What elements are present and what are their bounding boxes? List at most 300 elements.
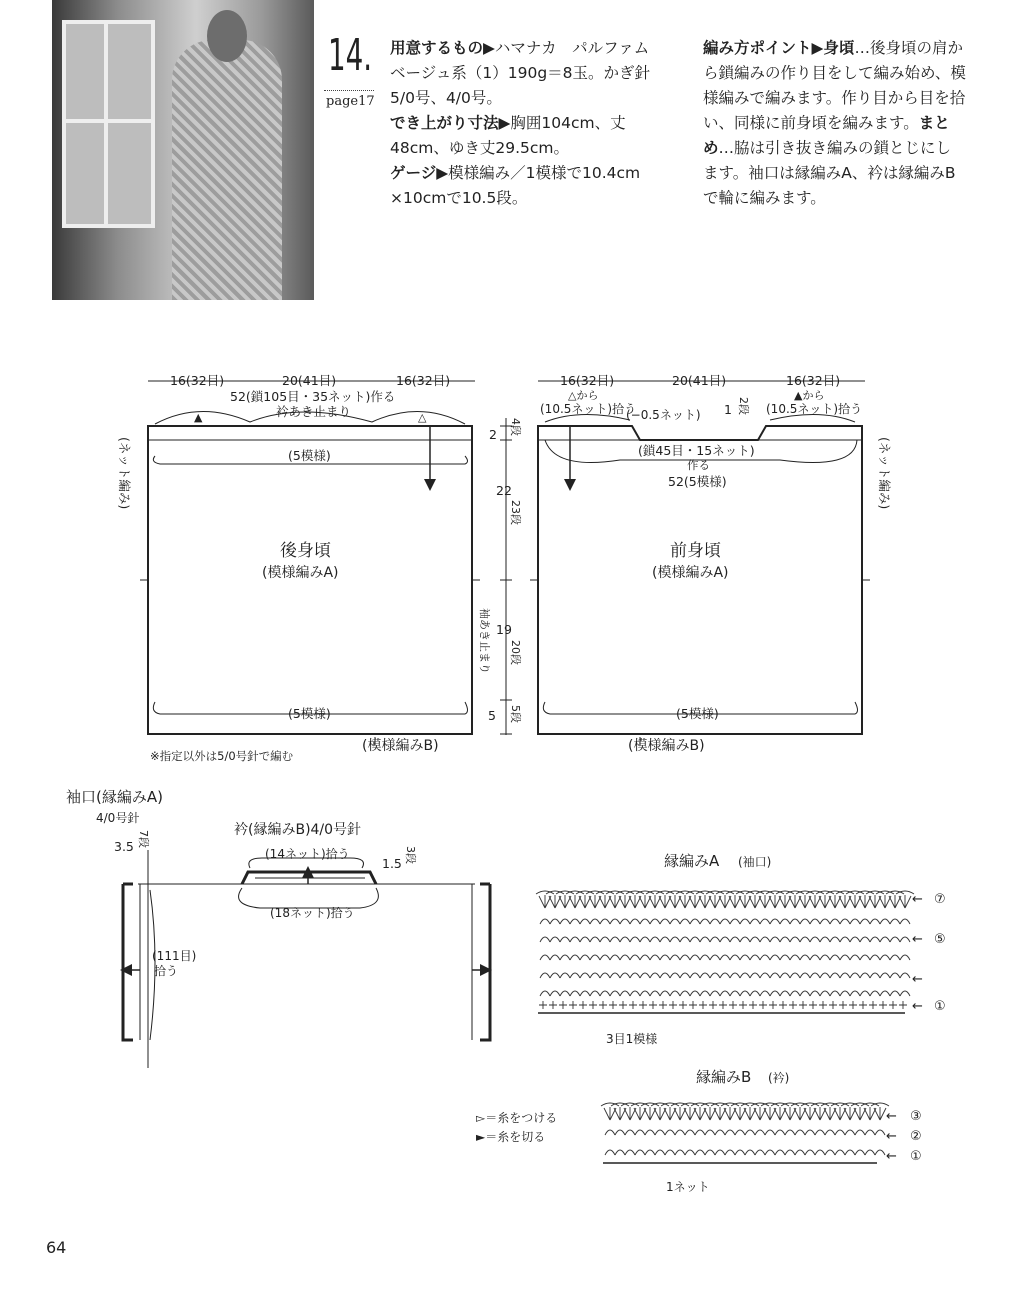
front-minus: (−0.5ネット) [626, 408, 701, 422]
single-crochet [799, 1001, 807, 1009]
chain-arch [645, 1150, 655, 1155]
single-crochet [609, 1001, 617, 1009]
chain-arch [630, 937, 640, 942]
chain-arch [720, 991, 730, 996]
front-pick-right: (10.5ネット)拾う [766, 402, 863, 416]
chain-arch [660, 937, 670, 942]
chain-arch [775, 1130, 785, 1135]
single-crochet [539, 1001, 547, 1009]
chain-arch [860, 937, 870, 942]
chain-arch [620, 973, 630, 978]
chain-arch [825, 1150, 835, 1155]
chain-arch [540, 991, 550, 996]
collar-rows: 3段 [404, 846, 417, 864]
edge-a-row1-arrow: ← [912, 999, 923, 1014]
chain-arch [700, 937, 710, 942]
back-width-left: 16(32目) [170, 373, 225, 388]
chain-arch [760, 991, 770, 996]
single-crochet [839, 1001, 847, 1009]
chain-arch [660, 919, 670, 924]
chain-arch [740, 919, 750, 924]
chain-arch [830, 973, 840, 978]
chain-arch [740, 991, 750, 996]
chain-arch [820, 973, 830, 978]
chain-arch [740, 937, 750, 942]
chain-arch [800, 919, 810, 924]
chain-arch [795, 1130, 805, 1135]
edge-b-row1-arrow: ← [886, 1149, 897, 1164]
chain-arch [900, 991, 910, 996]
chain-arch [780, 955, 790, 960]
size-line2: 48cm、ゆき丈29.5cm。 [390, 139, 569, 157]
gauge-label: ゲージ▶ [390, 164, 449, 182]
chain-arch [560, 919, 570, 924]
points-line5: …脇は引き抜き編みの鎖とじにし [718, 139, 952, 157]
single-crochet [659, 1001, 667, 1009]
chain-arch [860, 919, 870, 924]
chain-arch [795, 1150, 805, 1155]
chain-arch [680, 937, 690, 942]
chain-arch [755, 1130, 765, 1135]
chain-arch [590, 919, 600, 924]
armhole-stop: 袖あき止まり [478, 608, 491, 674]
chain-arch [820, 955, 830, 960]
finish-label: まと [918, 114, 950, 132]
chain-arch [785, 1150, 795, 1155]
single-crochet [679, 1001, 687, 1009]
chain-arch [710, 973, 720, 978]
chain-arch [850, 937, 860, 942]
chain-arch [730, 973, 740, 978]
main-rows: 23段 [509, 500, 522, 525]
cuff-rows: 7段 [137, 830, 150, 848]
edge-b-row2-arrow: ← [886, 1129, 897, 1144]
chain-arch [825, 1130, 835, 1135]
collar-top-pick: (14ネット)拾う [265, 847, 350, 861]
chain-arch [770, 937, 780, 942]
edge-a-row5-arrow: ← [912, 932, 923, 947]
back-tri-filled: ▲ [194, 411, 203, 424]
chain-arch [735, 1150, 745, 1155]
chain-arch [890, 955, 900, 960]
chain-arch [540, 919, 550, 924]
single-crochet [869, 1001, 877, 1009]
single-crochet [559, 1001, 567, 1009]
lower-num: 19 [496, 622, 512, 637]
single-crochet [649, 1001, 657, 1009]
front-pick-left: (10.5ネット)拾う [540, 402, 637, 416]
chain-arch [755, 1150, 765, 1155]
single-crochet [709, 1001, 717, 1009]
chain-arch [615, 1130, 625, 1135]
edge-a-row1: ① [934, 999, 946, 1014]
chain-arch [710, 991, 720, 996]
chain-arch [600, 991, 610, 996]
chain-arch [850, 955, 860, 960]
chain-arch [750, 955, 760, 960]
back-title: 後身頃 [280, 541, 331, 561]
edge-a-title: 縁編みA [664, 852, 720, 870]
body-label: 身頃 [823, 39, 855, 57]
cuff-stitches: (111目) [152, 949, 197, 963]
chain-arch [700, 973, 710, 978]
edge-a-row7: ⑦ [934, 892, 946, 907]
points-line6: ます。袖口は縁編みA、衿は縁編みB [703, 164, 956, 182]
edge-b-labels [666, 1068, 922, 1194]
edge-a-repeat: 3目1模様 [606, 1032, 658, 1046]
chain-arch [890, 937, 900, 942]
chain-arch [840, 937, 850, 942]
chain-arch [740, 973, 750, 978]
single-crochet [789, 1001, 797, 1009]
chain-arch [610, 955, 620, 960]
chain-arch [855, 1150, 865, 1155]
chain-arch [715, 1150, 725, 1155]
cuff-title: 袖口(縁編みA) [66, 788, 163, 806]
chain-arch [830, 955, 840, 960]
chain-arch [730, 991, 740, 996]
chain-arch [590, 991, 600, 996]
edge-b-row3: ③ [910, 1109, 922, 1124]
chain-arch [860, 991, 870, 996]
front-body-diagram [530, 381, 870, 745]
chain-arch [720, 973, 730, 978]
edge-a-symbols [536, 891, 914, 1009]
chain-arch [580, 973, 590, 978]
chain-arch [675, 1130, 685, 1135]
chain-arch [790, 991, 800, 996]
single-crochet [779, 1001, 787, 1009]
chain-arch [640, 919, 650, 924]
chain-arch [810, 937, 820, 942]
lower-rows: 20段 [509, 640, 522, 665]
chain-arch [650, 937, 660, 942]
legend-attach: ▻＝糸をつける [476, 1111, 558, 1125]
chain-arch [675, 1150, 685, 1155]
single-crochet [819, 1001, 827, 1009]
chain-arch [670, 973, 680, 978]
chain-arch [630, 955, 640, 960]
chain-arch [780, 919, 790, 924]
single-crochet [859, 1001, 867, 1009]
points-line7: で輪に編みます。 [703, 189, 826, 207]
back-subtitle: (模様編みA) [262, 565, 339, 581]
chain-arch [800, 955, 810, 960]
chain-arch [740, 955, 750, 960]
chain-arch [835, 1130, 845, 1135]
chain-arch [725, 1130, 735, 1135]
chain-arch [645, 1130, 655, 1135]
edge-b-repeat: 1ネット [666, 1180, 710, 1194]
chain-arch [610, 919, 620, 924]
chain-arch [880, 919, 890, 924]
chain-arch [790, 955, 800, 960]
chain-arch [690, 937, 700, 942]
chain-arch [880, 937, 890, 942]
chain-arch [665, 1150, 675, 1155]
back-width-mid: 20(41目) [282, 373, 337, 388]
front-width-right: 16(32目) [786, 373, 841, 388]
chain-arch [890, 991, 900, 996]
chain-arch [840, 919, 850, 924]
collar-bottom-pick: (18ネット)拾う [270, 906, 355, 920]
chain-arch [750, 937, 760, 942]
front-width-mid: 20(41目) [672, 373, 727, 388]
chain-arch [820, 919, 830, 924]
edge-b-sub: (衿) [768, 1071, 790, 1085]
single-crochet [739, 1001, 747, 1009]
chain-arch [570, 955, 580, 960]
chain-arch [785, 1130, 795, 1135]
chain-arch [850, 919, 860, 924]
chain-arch [705, 1130, 715, 1135]
chain-arch [805, 1130, 815, 1135]
chain-arch [580, 991, 590, 996]
chain-arch [875, 1130, 885, 1135]
single-crochet [619, 1001, 627, 1009]
materials-line3: 5/0号、4/0号。 [390, 89, 502, 107]
front-subtitle: (模様編みA) [652, 565, 729, 581]
back-width-right: 16(32目) [396, 373, 451, 388]
chain-arch [560, 991, 570, 996]
front-one: 1 [724, 402, 732, 417]
needle-note: ※指定以外は5/0号針で編む [150, 749, 294, 763]
chain-arch [635, 1150, 645, 1155]
chain-arch [695, 1150, 705, 1155]
size-line1: 胸囲104cm、丈 [510, 114, 626, 132]
chain-arch [750, 919, 760, 924]
chain-arch [665, 1130, 675, 1135]
front-repeat: 52(5模様) [668, 474, 727, 489]
chain-arch [830, 937, 840, 942]
front-body-labels [540, 373, 892, 754]
chain-arch [620, 937, 630, 942]
single-crochet [589, 1001, 597, 1009]
chain-arch [640, 955, 650, 960]
single-crochet [729, 1001, 737, 1009]
chain-arch [650, 973, 660, 978]
edge-a-row7-arrow: ← [912, 892, 923, 907]
chain-arch [750, 973, 760, 978]
edge-a-labels [606, 852, 946, 1046]
single-crochet [669, 1001, 677, 1009]
chain-arch [900, 937, 910, 942]
chain-arch [830, 991, 840, 996]
chain-arch [890, 919, 900, 924]
chain-arch [720, 937, 730, 942]
chain-arch [660, 955, 670, 960]
edge-b-row1: ① [910, 1149, 922, 1164]
chain-arch [765, 1130, 775, 1135]
single-crochet [549, 1001, 557, 1009]
chain-arch [650, 919, 660, 924]
chain-arch [680, 991, 690, 996]
gauge-line1: 模様編み／1模様で10.4cm [448, 164, 641, 182]
single-crochet [829, 1001, 837, 1009]
chain-arch [680, 919, 690, 924]
chain-arch [570, 991, 580, 996]
chain-arch [890, 973, 900, 978]
chain-arch [630, 919, 640, 924]
center-dimension-labels [478, 418, 522, 723]
chain-arch [760, 937, 770, 942]
single-crochet [899, 1001, 907, 1009]
chain-arch [865, 1150, 875, 1155]
single-crochet [889, 1001, 897, 1009]
points-line4: い、同様に前身頃を編みます。 [703, 114, 919, 132]
cuff-needle: 4/0号針 [96, 811, 140, 825]
chain-arch [605, 1150, 615, 1155]
chain-arch [655, 1130, 665, 1135]
chain-arch [685, 1150, 695, 1155]
chain-arch [615, 1150, 625, 1155]
chain-arch [640, 991, 650, 996]
single-crochet [759, 1001, 767, 1009]
chain-arch [640, 973, 650, 978]
chain-arch [880, 955, 890, 960]
chain-arch [710, 937, 720, 942]
front-from-filled: ▲から [794, 389, 825, 402]
chain-arch [870, 919, 880, 924]
chain-arch [800, 973, 810, 978]
bottom-rows: 5段 [509, 705, 522, 723]
back-tri-open: △ [418, 411, 427, 424]
edge-b-symbols [601, 1103, 889, 1155]
chain-arch [655, 1150, 665, 1155]
chain-arch [810, 955, 820, 960]
chain-arch [900, 955, 910, 960]
edge-a-row3-arrow: ← [912, 972, 923, 987]
chain-arch [710, 955, 720, 960]
edge-a-row5: ⑤ [934, 932, 946, 947]
chain-arch [780, 937, 790, 942]
chain-arch [730, 937, 740, 942]
single-crochet [849, 1001, 857, 1009]
chain-arch [790, 973, 800, 978]
chain-arch [640, 937, 650, 942]
chain-arch [650, 991, 660, 996]
cuff-height: 3.5 [114, 839, 134, 854]
chain-arch [600, 937, 610, 942]
chain-arch [720, 955, 730, 960]
chain-arch [550, 955, 560, 960]
back-cast-on: 52(鎖105目・35ネット)作る [230, 389, 396, 404]
back-bottom-repeat: (5模様) [288, 706, 331, 721]
front-border: (模様編みB) [628, 738, 705, 754]
chain-arch [610, 991, 620, 996]
chain-arch [790, 919, 800, 924]
chain-arch [690, 919, 700, 924]
chain-arch [540, 937, 550, 942]
chain-arch [680, 955, 690, 960]
chain-arch [850, 973, 860, 978]
chain-arch [695, 1130, 705, 1135]
single-crochet [689, 1001, 697, 1009]
chain-arch [880, 973, 890, 978]
single-crochet [879, 1001, 887, 1009]
front-from-open: △から [568, 389, 599, 402]
chain-arch [625, 1130, 635, 1135]
chain-arch [810, 919, 820, 924]
chain-arch [540, 955, 550, 960]
chain-arch [810, 991, 820, 996]
chain-arch [760, 919, 770, 924]
bottom-num: 5 [488, 708, 496, 723]
chain-arch [685, 1130, 695, 1135]
chain-arch [800, 937, 810, 942]
edge-b-title: 縁編みB [696, 1068, 752, 1086]
chain-arch [610, 937, 620, 942]
gauge-line2: ×10cmで10.5段。 [390, 189, 528, 207]
chain-arch [900, 919, 910, 924]
chain-arch [590, 955, 600, 960]
chain-arch [725, 1150, 735, 1155]
page-reference: page17 [326, 94, 375, 109]
center-dimension-line [500, 418, 512, 735]
chain-arch [870, 937, 880, 942]
chain-arch [610, 973, 620, 978]
chain-arch [770, 991, 780, 996]
chain-arch [590, 973, 600, 978]
chain-arch [760, 973, 770, 978]
back-border: (模様編みB) [362, 738, 439, 754]
materials-line2: ベージュ系（1）190g＝8玉。かぎ針 [390, 64, 651, 82]
chain-arch [900, 973, 910, 978]
chain-arch [810, 973, 820, 978]
front-make: 作る [687, 458, 710, 472]
points-line2: ら鎖編みの作り目をして編み始め、模 [703, 64, 966, 82]
chain-arch [835, 1150, 845, 1155]
main-num: 22 [496, 483, 512, 498]
chain-arch [550, 937, 560, 942]
chain-arch [720, 919, 730, 924]
chain-arch [570, 973, 580, 978]
legend-cut: ►＝糸を切る [476, 1130, 546, 1144]
front-chain: (鎖45目・15ネット) [638, 443, 755, 458]
front-title: 前身頃 [670, 541, 721, 561]
front-bottom-repeat: (5模様) [676, 706, 719, 721]
single-crochet [719, 1001, 727, 1009]
chain-arch [875, 1150, 885, 1155]
back-side-label: (ネット編み) [117, 437, 132, 510]
single-crochet [699, 1001, 707, 1009]
back-top-repeat: (5模様) [288, 448, 331, 463]
back-body-diagram [140, 381, 480, 745]
chain-arch [540, 973, 550, 978]
chain-arch [765, 1150, 775, 1155]
chain-arch [620, 991, 630, 996]
chain-arch [600, 973, 610, 978]
chain-arch [840, 973, 850, 978]
chain-arch [790, 937, 800, 942]
chain-arch [560, 955, 570, 960]
chain-arch [670, 937, 680, 942]
chain-arch [620, 919, 630, 924]
front-side-label: (ネット編み) [877, 437, 892, 510]
chain-arch [700, 991, 710, 996]
chain-arch [845, 1150, 855, 1155]
chain-arch [670, 955, 680, 960]
chain-arch [840, 991, 850, 996]
chain-arch [860, 955, 870, 960]
points-line1: …後身頃の肩か [854, 39, 963, 57]
chain-arch [870, 973, 880, 978]
front-width-left: 16(32目) [560, 373, 615, 388]
chain-arch [690, 955, 700, 960]
chain-arch [560, 937, 570, 942]
chain-arch [730, 955, 740, 960]
chain-arch [570, 937, 580, 942]
